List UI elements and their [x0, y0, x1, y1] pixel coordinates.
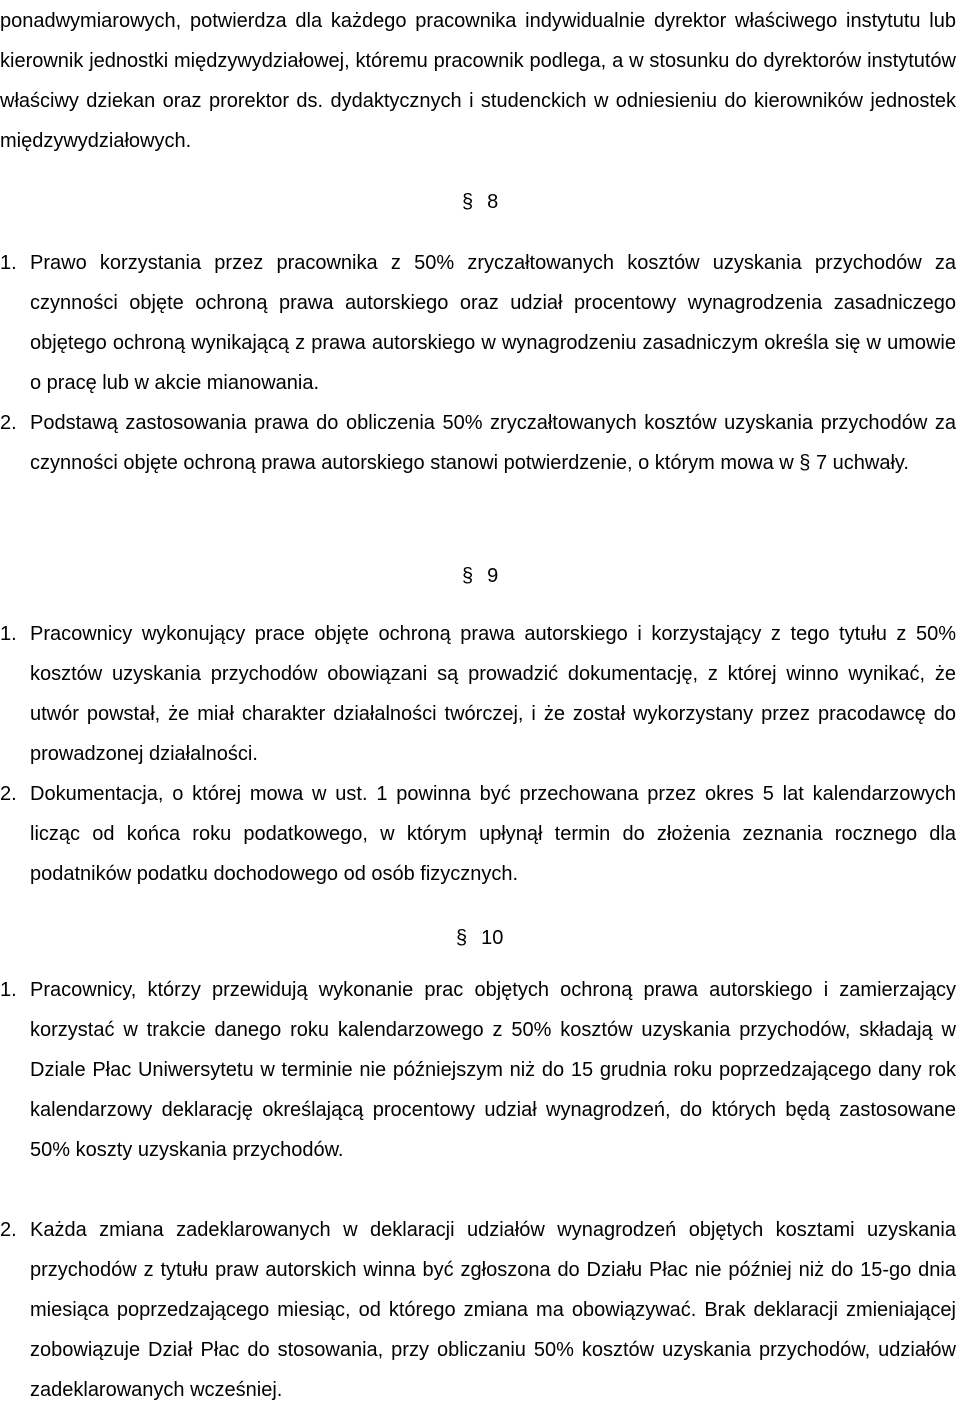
section-sign: § — [462, 565, 474, 587]
item-text: Pracownicy wykonujący prace objęte ochroną prawa autorskiego i korzystający z tego tytułu z 50% kosztów uzyskania przychodów obowiązani są prowadzić dokumentację, z której winno wynikać, że utwór powstał, że miał charakter działalności twórczej, i że został wykorzystany przez pracodawcę do prowadzonej działalności. — [30, 623, 956, 765]
item-number: 2. — [0, 412, 17, 434]
section-number: 10 — [481, 927, 504, 949]
item-text: Pracownicy, którzy przewidują wykonanie prac objętych ochroną prawa autorskiego i zamierzający korzystać w trakcie danego roku kalendarzowego z 50% kosztów uzyskania przychodów, składają w Dziale Płac Uniwersytetu w terminie nie późniejszym niż do 15 grudnia roku poprzedzającego dany rok kalendarzowy deklarację określającą procentowy udział wynagrodzeń, do których będą zastosowane 50% koszty uzyskania przychodów. — [30, 979, 956, 1161]
intro-paragraph: ponadwymiarowych, potwierdza dla każdego pracownika indywidualnie dyrektor właściwego instytutu lub kierownik jednostki międzywydziałowej, któremu pracownik podlega, a w stosunku do dyrektorów instytutów właściwy dziekan oraz prorektor ds. dydaktycznych i studenckich w odniesieniu do kierowników jednostek międzywydziałowych. — [0, 10, 956, 152]
item-text: Dokumentacja, o której mowa w ust. 1 powinna być przechowana przez okres 5 lat kalendarzowych licząc od końca roku podatkowego, w którym upłynął termin do złożenia zeznania rocznego dla podatników podatku dochodowego od osób fizycznych. — [30, 783, 956, 885]
item-text: Prawo korzystania przez pracownika z 50% zryczałtowanych kosztów uzyskania przychodów za czynności objęte ochroną prawa autorskiego oraz udział procentowy wynagrodzenia zasadniczego objętego ochroną wynikającą z prawa autorskiego w wynagrodzeniu zasadniczym określa się w umowie o pracę lub w akcie mianowania. — [30, 252, 956, 394]
section-10-item-1 — [0, 970, 956, 1170]
item-text: Podstawą zastosowania prawa do obliczenia 50% zryczałtowanych kosztów uzyskania przychodów za czynności objęte ochroną prawa autorskiego stanowi potwierdzenie, o którym mowa w § 7 uchwały. — [30, 412, 956, 474]
section-9-item-2 — [0, 774, 956, 894]
section-number: 8 — [487, 191, 499, 213]
item-number: 2. — [0, 1219, 17, 1241]
item-number: 1. — [0, 623, 17, 645]
item-text: Każda zmiana zadeklarowanych w deklaracji udziałów wynagrodzeń objętych kosztami uzyskania przychodów z tytułu praw autorskich winna być zgłoszona do Działu Płac nie później niż do 15-go dnia miesiąca poprzedzającego miesiąc, od którego zmiana ma obowiązywać. Brak deklaracji zmieniającej zobowiązuje Dział Płac do stosowania, przy obliczaniu 50% kosztów uzyskania przychodów, udziałów zadeklarowanych wcześniej. — [30, 1219, 956, 1401]
section-sign: § — [462, 191, 474, 213]
section-9-item-1 — [0, 614, 956, 774]
section-8-item-1 — [0, 243, 956, 403]
section-number: 9 — [487, 565, 499, 587]
item-number: 1. — [0, 252, 17, 274]
item-number: 1. — [0, 979, 17, 1001]
section-10-item-2 — [0, 1210, 956, 1410]
section-heading-8 — [462, 182, 498, 222]
section-sign: § — [456, 927, 468, 949]
section-heading-9 — [462, 556, 498, 596]
item-number: 2. — [0, 783, 17, 805]
section-heading-10 — [456, 918, 503, 958]
section-8-item-2 — [0, 403, 956, 483]
